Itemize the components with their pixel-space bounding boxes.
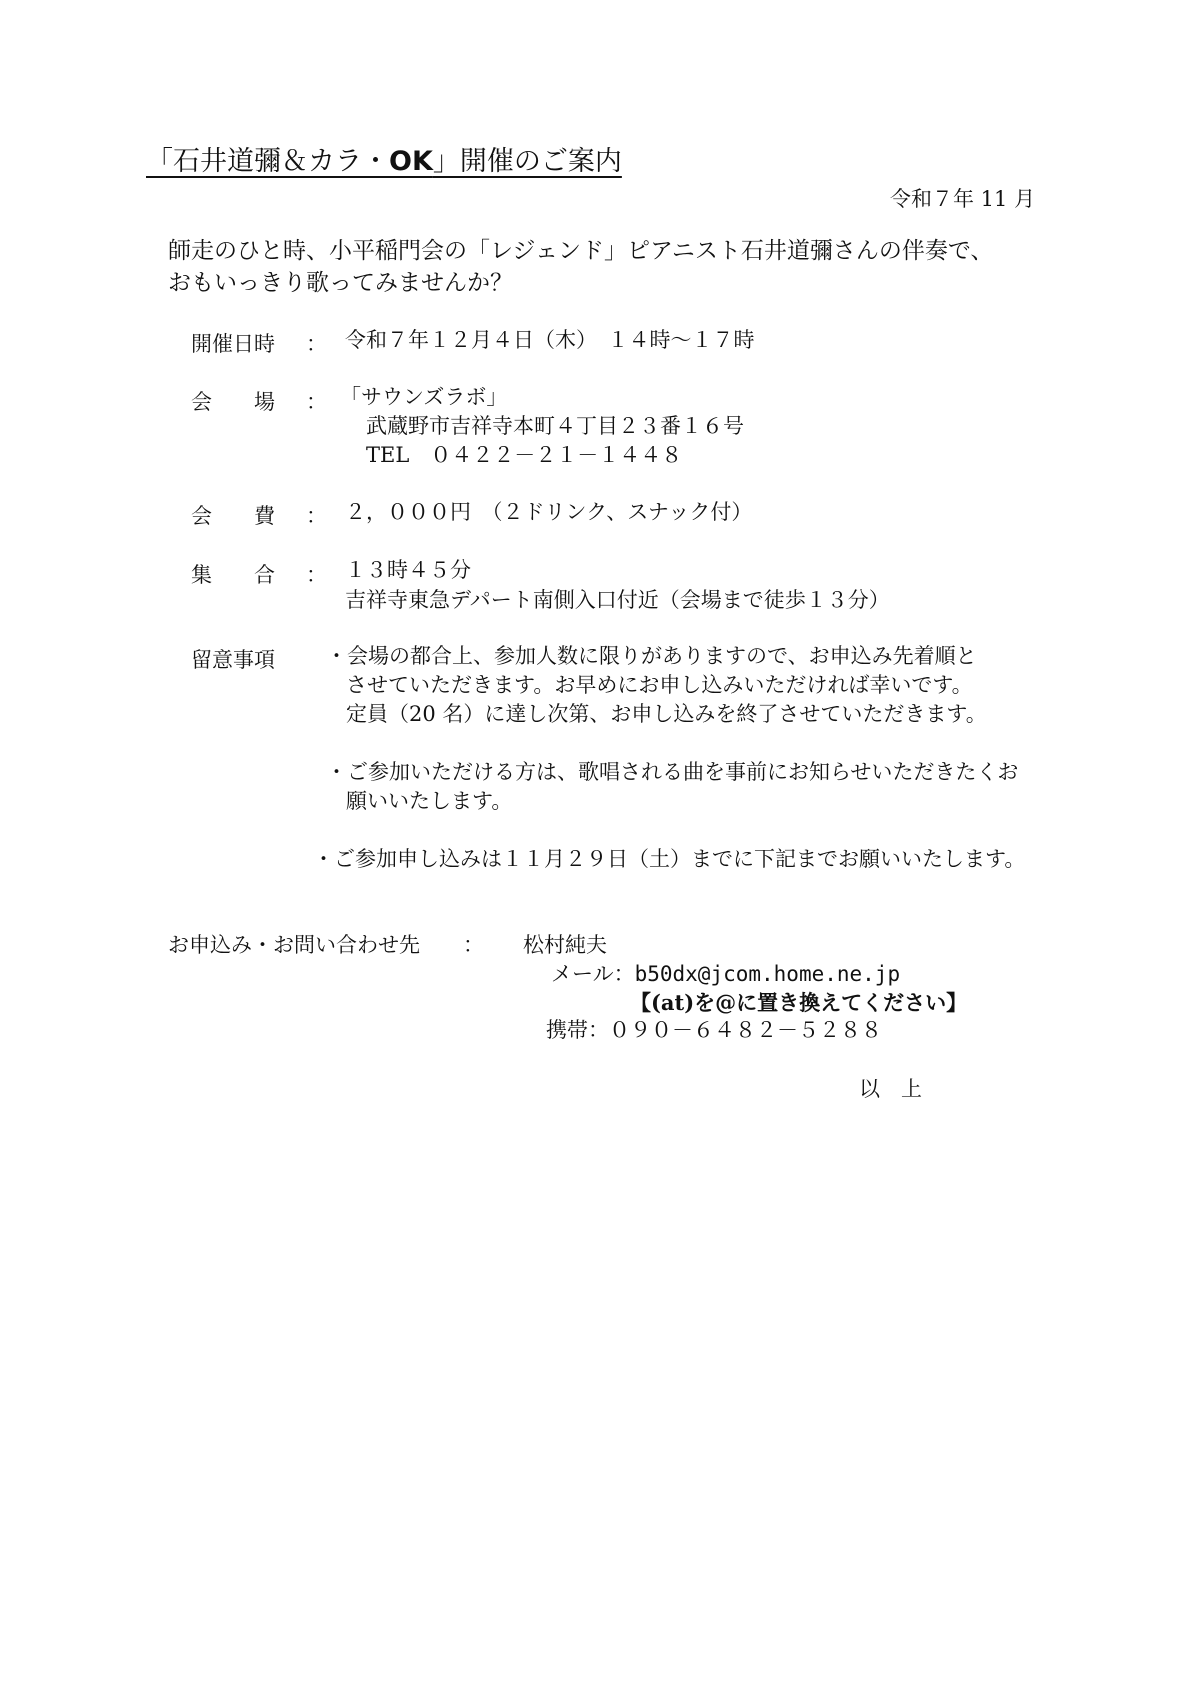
- mail-label: メール：: [551, 962, 635, 986]
- fee-label: 会 費: [191, 504, 275, 528]
- contact-label: お申込み・お問い合わせ先: [168, 933, 420, 957]
- note-1-line-3: 定員（20 名）に達し次第、お申し込みを終了させていただきます。: [346, 702, 987, 726]
- venue-label: 会 場: [191, 390, 275, 414]
- meet-colon: ：: [306, 563, 327, 587]
- issue-date: 令和７年 11 月: [890, 187, 1036, 211]
- closing-mark: 以 上: [859, 1077, 922, 1101]
- note-3-line-1: ・ご参加申し込みは１１月２９日（土）までに下記までお願いいたします。: [313, 847, 1026, 871]
- title-ok: OK: [389, 146, 433, 177]
- notes-label: 留意事項: [191, 648, 275, 672]
- venue-colon: ：: [306, 390, 327, 414]
- note-2-line-2: 願いいたします。: [346, 789, 513, 813]
- meet-time: １３時４５分: [345, 558, 471, 582]
- mail-address[interactable]: b50dx@jcom.home.ne.jp: [634, 962, 901, 986]
- datetime-colon: ：: [306, 332, 327, 356]
- contact-name: 松村純夫: [523, 933, 607, 957]
- intro-paragraph: [168, 235, 993, 299]
- meet-place: 吉祥寺東急デパート南側入口付近（会場まで徒歩１３分）: [345, 588, 890, 612]
- mail-note: 【(at)を@に置き換えてください】: [630, 990, 968, 1015]
- contact-phone: 携帯：０９０－６４８２－５２８８: [546, 1018, 882, 1042]
- contact-mail-row: [551, 960, 900, 989]
- venue-address: 武蔵野市吉祥寺本町４丁目２３番１６号: [366, 414, 744, 438]
- intro-line-2: おもいっきり歌ってみませんか？: [168, 270, 513, 296]
- note-1-line-1: ・会場の都合上、参加人数に限りがありますので、お申込み先着順と: [326, 644, 977, 668]
- title-part-b: 」開催のご案内: [432, 146, 622, 177]
- fee-colon: ：: [306, 504, 327, 528]
- title-part-a: 「石井道彌＆カラ・: [146, 146, 389, 177]
- datetime-label: 開催日時: [191, 332, 275, 356]
- fee-value: ２，０００円 （２ドリンク、スナック付）: [345, 500, 753, 524]
- datetime-value: 令和７年１２月４日（木） １４時〜１７時: [345, 328, 755, 352]
- venue-tel: TEL ０４２２－２１－１４４８: [366, 443, 683, 467]
- meet-label: 集 合: [191, 563, 275, 587]
- note-2-line-1: ・ご参加いただける方は、歌唱される曲を事前にお知らせいただきたくお: [326, 760, 1019, 784]
- note-1-line-2: させていただきます。お早めにお申し込みいただければ幸いです。: [346, 673, 973, 697]
- intro-line-1: 師走のひと時、小平稲門会の「レジェンド」ピアニスト石井道彌さんの伴奏で、: [168, 238, 994, 264]
- page-title: [146, 145, 622, 179]
- contact-colon: ：: [463, 933, 484, 957]
- venue-name: 「サウンズラボ」: [340, 385, 508, 409]
